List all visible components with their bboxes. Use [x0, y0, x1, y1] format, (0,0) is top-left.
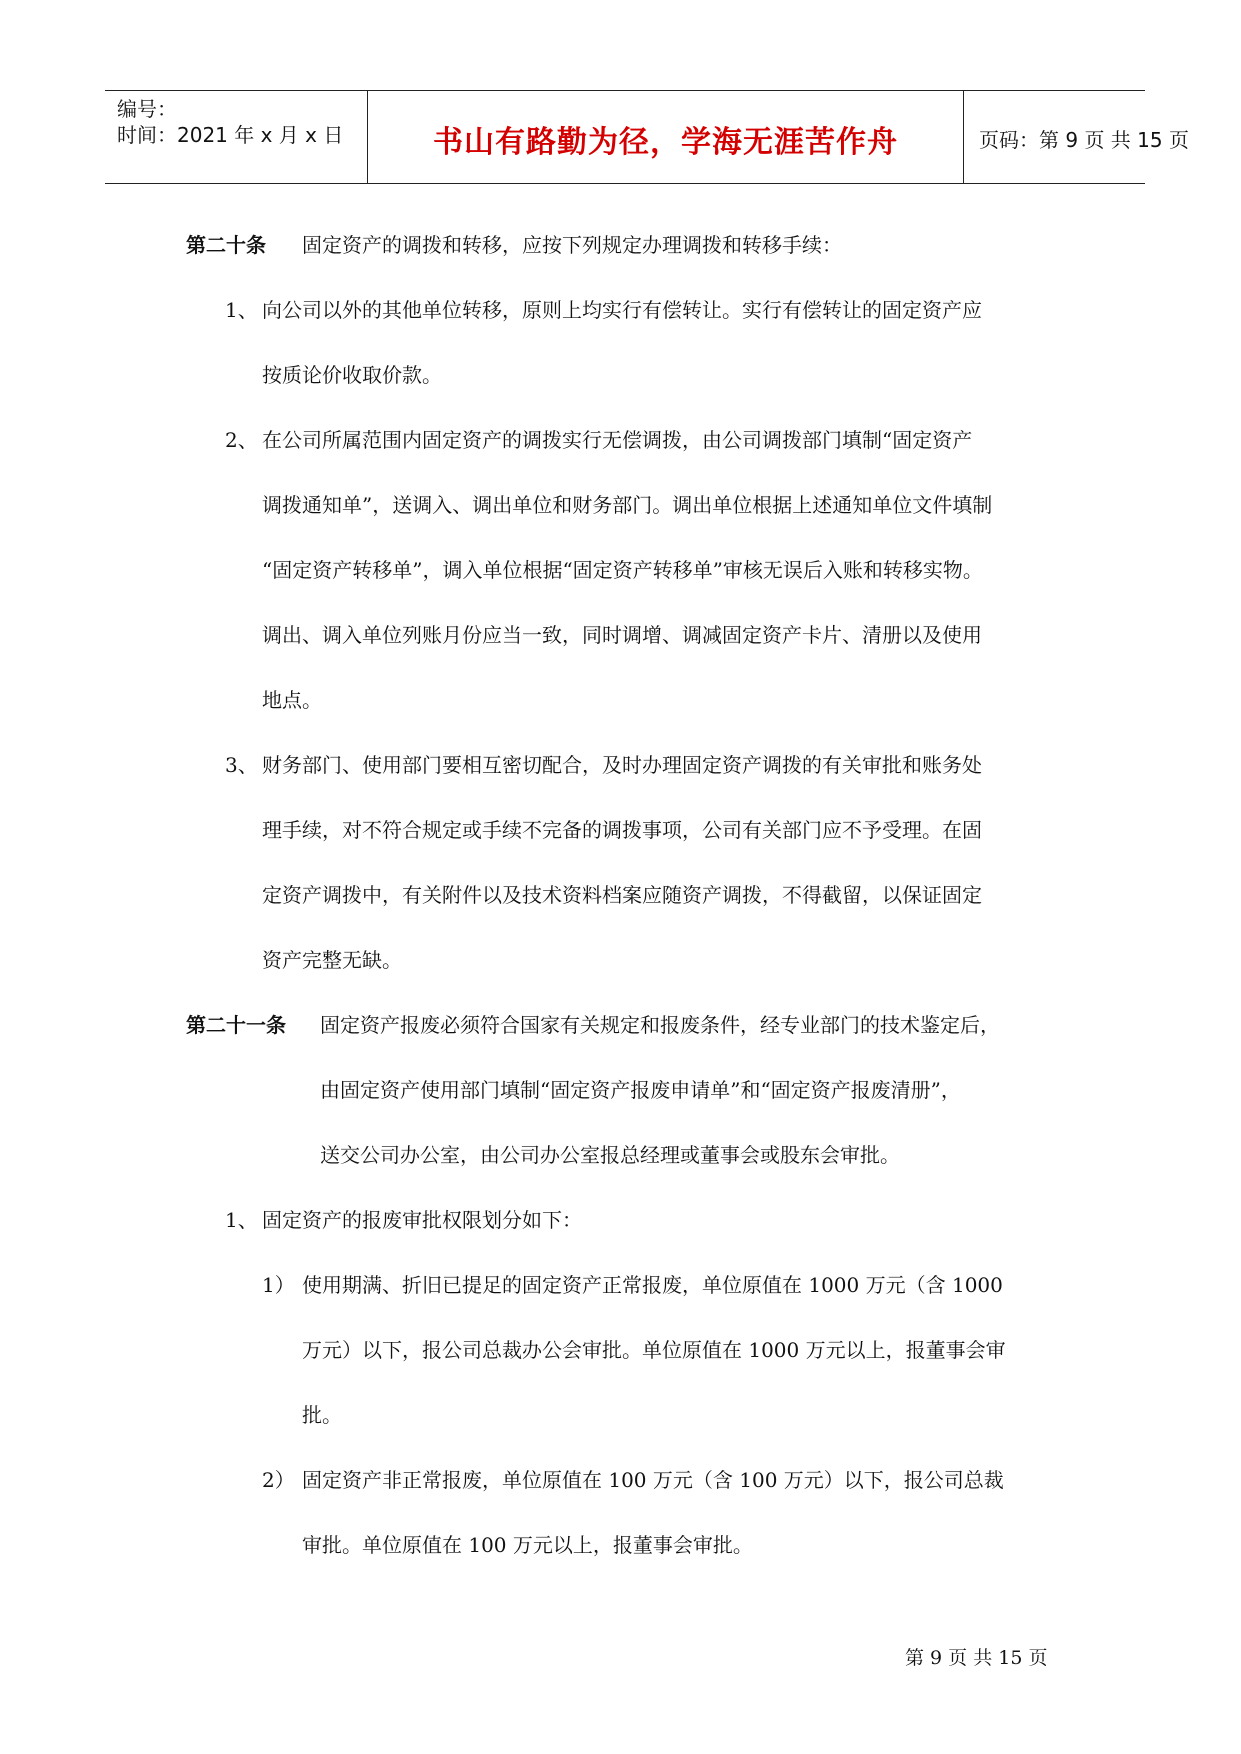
article-21-line-3: 送交公司办公室，由公司办公室报总经理或董事会或股东会审批。 — [320, 1143, 900, 1167]
page-footer-number: 第 9 页 共 15 页 — [905, 1647, 1048, 1669]
header-motto-cell — [368, 91, 964, 183]
article-20-item-2-number: 2、 — [225, 428, 258, 452]
article-21-sub-1-line-3: 批。 — [302, 1403, 342, 1427]
article-20-item-1-number: 1、 — [225, 298, 258, 322]
page-header — [105, 90, 1189, 184]
article-20-item-2-line-4: 调出、调入单位列账月份应当一致，同时调增、调减固定资产卡片、清册以及使用 — [262, 623, 982, 647]
article-21-sub-1-number: 1） — [262, 1273, 295, 1297]
article-20-item-2-line-3: “固定资产转移单”，调入单位根据“固定资产转移单”审核无误后入账和转移实物。 — [262, 558, 983, 582]
article-20-item-1-line-2: 按质论价收取价款。 — [262, 363, 442, 387]
article-21-sub-2-number: 2） — [262, 1468, 295, 1492]
article-21-title: 第二十一条 — [186, 1013, 286, 1037]
article-20-item-2-line-5: 地点。 — [262, 688, 322, 712]
article-20-item-3-line-3: 定资产调拨中，有关附件以及技术资料档案应随资产调拨，不得截留，以保证固定 — [262, 883, 982, 907]
article-21-item-1-number: 1、 — [225, 1208, 258, 1232]
article-20-title: 第二十条 — [186, 233, 266, 257]
header-page-number: 页码：第 9 页 共 15 页 — [979, 128, 1189, 152]
article-21-sub-2-line-2: 审批。单位原值在 100 万元以上，报董事会审批。 — [302, 1533, 753, 1557]
article-20-item-3-line-1: 财务部门、使用部门要相互密切配合，及时办理固定资产调拨的有关审批和账务处 — [262, 753, 982, 777]
article-20-item-2-line-1: 在公司所属范围内固定资产的调拨实行无偿调拨，由公司调拨部门填制“固定资产 — [262, 428, 973, 452]
article-21-item-1-text: 固定资产的报废审批权限划分如下： — [262, 1208, 582, 1232]
article-20-item-3-line-4: 资产完整无缺。 — [262, 948, 402, 972]
document-time-label: 时间：2021 年 x 月 x 日 — [117, 123, 344, 147]
article-20-item-3-line-2: 理手续，对不符合规定或手续不完备的调拨事项，公司有关部门应不予受理。在固 — [262, 818, 982, 842]
article-20-item-3-number: 3、 — [225, 753, 258, 777]
article-21-sub-1-line-1: 使用期满、折旧已提足的固定资产正常报废，单位原值在 1000 万元（含 1000 — [302, 1273, 1003, 1297]
article-20-item-2-line-2: 调拨通知单”，送调入、调出单位和财务部门。调出单位根据上述通知单位文件填制 — [262, 493, 993, 517]
article-21-sub-2-line-1: 固定资产非正常报废，单位原值在 100 万元（含 100 万元）以下，报公司总裁 — [302, 1468, 1004, 1492]
header-meta-cell — [105, 91, 368, 183]
article-20-intro: 固定资产的调拨和转移，应按下列规定办理调拨和转移手续： — [302, 233, 842, 257]
article-21-sub-1-line-2: 万元）以下，报公司总裁办公会审批。单位原值在 1000 万元以上，报董事会审 — [302, 1338, 1006, 1362]
article-20-item-1-line-1: 向公司以外的其他单位转移，原则上均实行有偿转让。实行有偿转让的固定资产应 — [262, 298, 982, 322]
header-page-cell — [965, 91, 1189, 183]
article-21-line-1: 固定资产报废必须符合国家有关规定和报废条件，经专业部门的技术鉴定后， — [320, 1013, 1000, 1037]
header-motto: 书山有路勤为径，学海无涯苦作舟 — [433, 125, 898, 160]
article-21-line-2: 由固定资产使用部门填制“固定资产报废申请单”和“固定资产报废清册”， — [320, 1078, 961, 1102]
document-number-label: 编号： — [117, 97, 177, 121]
